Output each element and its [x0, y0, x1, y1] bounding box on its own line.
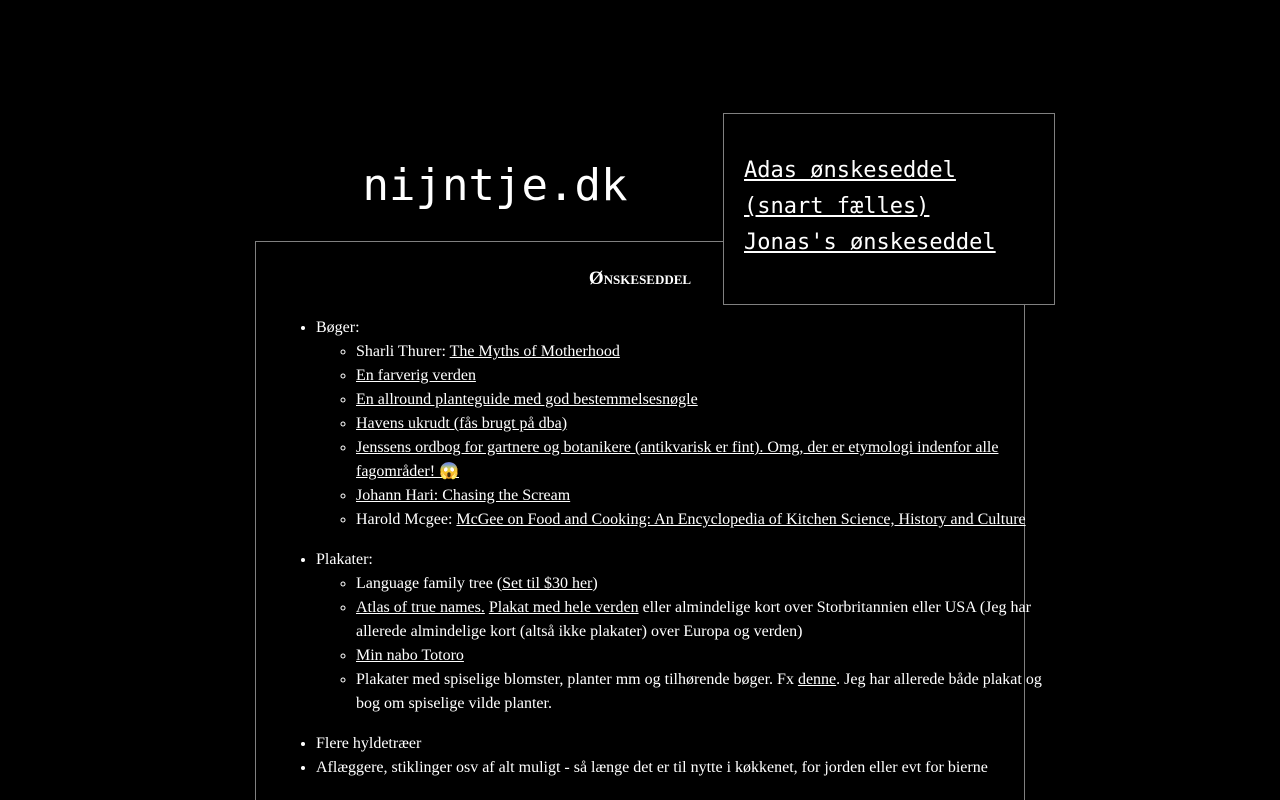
item-link[interactable]: The Myths of Motherhood	[449, 343, 620, 360]
item-suffix: . Jeg har allerede både plakat og bog om spiselige vilde planter.	[356, 671, 1042, 712]
item-link[interactable]: En allround planteguide med god bestemmelsesnøgle	[356, 391, 698, 408]
list-item: • Flere hyldetræer	[316, 732, 1046, 756]
item-link-secondary[interactable]: Plakat med hele verden	[488, 599, 639, 616]
item-prefix: Sharli Thurer:	[356, 343, 450, 360]
item-suffix: )	[592, 575, 598, 592]
category-label: Bøger:	[316, 319, 360, 336]
item-link[interactable]: Havens ukrudt (fås brugt på dba)	[356, 415, 568, 432]
poster-list	[316, 572, 1046, 716]
item-link[interactable]: Atlas of true names.	[356, 599, 485, 616]
nav-links	[744, 153, 1044, 261]
item-link[interactable]: Johann Hari: Chasing the Scream	[356, 487, 571, 504]
item-prefix: Plakater med spiselige blomster, planter mm og tilhørende bøger. Fx	[356, 671, 798, 688]
item-link[interactable]: Jenssens ordbog for gartnere og botanikere (antikvarisk er fint). Omg, der er etymologi indenfor alle fagområder! 😱	[356, 439, 999, 480]
item-link[interactable]: Set til $30 her	[502, 575, 593, 592]
item-link[interactable]: McGee on Food and Cooking: An Encyclopedia of Kitchen Science, History and Culture	[456, 511, 1026, 528]
nav-item	[744, 153, 1044, 225]
nav-link-jonas-wishlist[interactable]: Jonas's ønskeseddel	[744, 230, 996, 255]
book-list	[316, 340, 1046, 532]
list-item	[356, 644, 1046, 668]
item-link[interactable]: denne	[797, 671, 837, 688]
list-item	[356, 412, 1046, 436]
list-item	[356, 484, 1046, 508]
category-posters	[316, 548, 1046, 716]
wishlist-nav	[723, 113, 1055, 305]
list-item	[356, 364, 1046, 388]
list-item	[356, 572, 1046, 596]
list-item	[356, 436, 1046, 484]
list-item	[356, 340, 1046, 364]
list-item	[356, 668, 1046, 716]
item-prefix: Harold Mcgee:	[356, 511, 457, 528]
item-link[interactable]: Min nabo Totoro	[356, 647, 464, 664]
nav-link-adas-wishlist[interactable]: Adas ønskeseddel (snart fælles)	[744, 158, 956, 219]
category-label: Plakater:	[316, 551, 373, 568]
list-item: • Aflæggere, stiklinger osv af alt muligt - så længe det er til nytte i køkkenet, for jorden eller evt for bierne	[316, 756, 1046, 780]
item-prefix: Language family tree (	[356, 575, 503, 592]
item-suffix: eller almindelige kort over Storbritannien eller USA (Jeg har allerede almindelige kort (altså ikke plakater) over Europa og verden)	[356, 599, 1031, 640]
site-title: nijntje.dk	[362, 160, 628, 211]
list-item	[356, 508, 1046, 532]
category-books	[316, 316, 1046, 532]
list-item	[356, 596, 1046, 644]
item-link[interactable]: En farverig verden	[356, 367, 476, 384]
wishlist-title: Ønskeseddel	[588, 268, 692, 289]
wishlist	[276, 316, 1046, 780]
wishlist-panel	[255, 241, 1042, 800]
list-item	[356, 388, 1046, 412]
nav-item	[744, 225, 1044, 261]
